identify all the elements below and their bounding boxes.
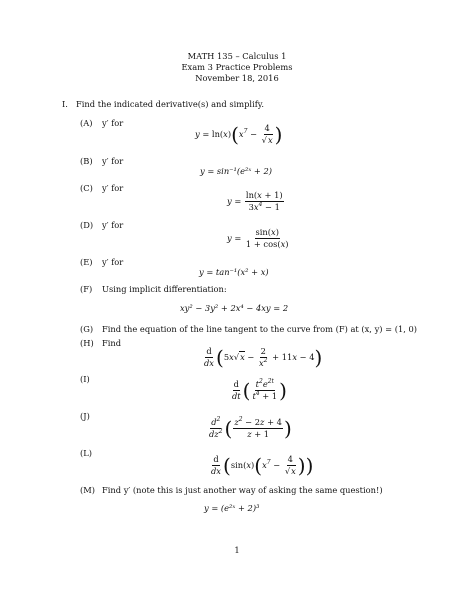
item-m-label: (M)	[80, 485, 95, 495]
item-g-label: (G)	[80, 324, 94, 334]
item-d-label: (D)	[80, 220, 94, 230]
item-c-label: (C)	[80, 183, 93, 193]
item-i-label: (I)	[80, 374, 90, 384]
item-f-equation: xy² − 3y² + 2x⁴ − 4xy = 2	[180, 303, 289, 313]
item-i-equation: $\frac{d}{dt}$ ( $\frac{t^2e^{2t}}{t^4 + 1}$ )	[232, 378, 287, 403]
item-b-label: (B)	[80, 156, 93, 166]
item-a-equation: $y = \ln(x)(x^7$ − $\frac{4}{√x}$ )	[195, 122, 283, 147]
item-c-equation: y = $\frac{\ln(x + 1)}{3x^4 - 1}$	[227, 190, 283, 212]
item-e-label: (E)	[80, 257, 93, 267]
item-c-prompt: y′ for	[102, 183, 124, 193]
item-d-prompt: y′ for	[102, 220, 124, 230]
item-h-label: (H)	[80, 338, 94, 348]
item-d-equation: y = $\frac{\sin(x)}{1 + \cos(x)}$	[227, 227, 289, 249]
problem-number: I.	[62, 99, 68, 109]
item-l-equation: $\frac{d}{dx}$ ($\sin(x)(x^7$ − $\frac{4}{√x}$ ))	[211, 453, 314, 478]
page-number: 1	[234, 545, 240, 555]
item-m-prompt: Find y′ (note this is just another way of asking the same question!)	[102, 485, 383, 495]
item-a-label: (A)	[80, 118, 93, 128]
item-h-prompt: Find	[102, 338, 122, 348]
exam-date: November 18, 2016	[195, 73, 279, 83]
exam-title: Exam 3 Practice Problems	[181, 62, 293, 72]
item-f-label: (F)	[80, 284, 93, 294]
item-l-label: (L)	[80, 448, 92, 458]
item-f-prompt: Using implicit differentiation:	[102, 284, 227, 294]
problem-instruction: Find the indicated derivative(s) and simplify.	[76, 99, 265, 109]
item-e-prompt: y′ for	[102, 257, 124, 267]
item-h-equation: $\frac{d}{dx}$ (5x√x − $\frac{2}{x^2}$ + 11x − 4)	[204, 345, 323, 370]
item-b-prompt: y′ for	[102, 156, 124, 166]
item-j-equation: $\frac{d^2}{dz^2}$ ( $\frac{z^2 - 2z + 4}{z + 1}$ )	[209, 416, 292, 441]
item-b-equation: y = sin⁻¹(e²ˣ + 2)	[200, 166, 273, 176]
item-g-prompt: Find the equation of the line tangent to the curve from (F) at (x, y) = (1, 0)	[102, 324, 418, 334]
course-title: MATH 135 – Calculus 1	[187, 51, 287, 61]
item-a-prompt: y′ for	[102, 118, 124, 128]
item-m-equation: y = (e²ˣ + 2)³	[204, 503, 260, 513]
item-e-equation: y = tan⁻¹(x² + x)	[199, 267, 269, 277]
item-j-label: (J)	[80, 411, 90, 421]
